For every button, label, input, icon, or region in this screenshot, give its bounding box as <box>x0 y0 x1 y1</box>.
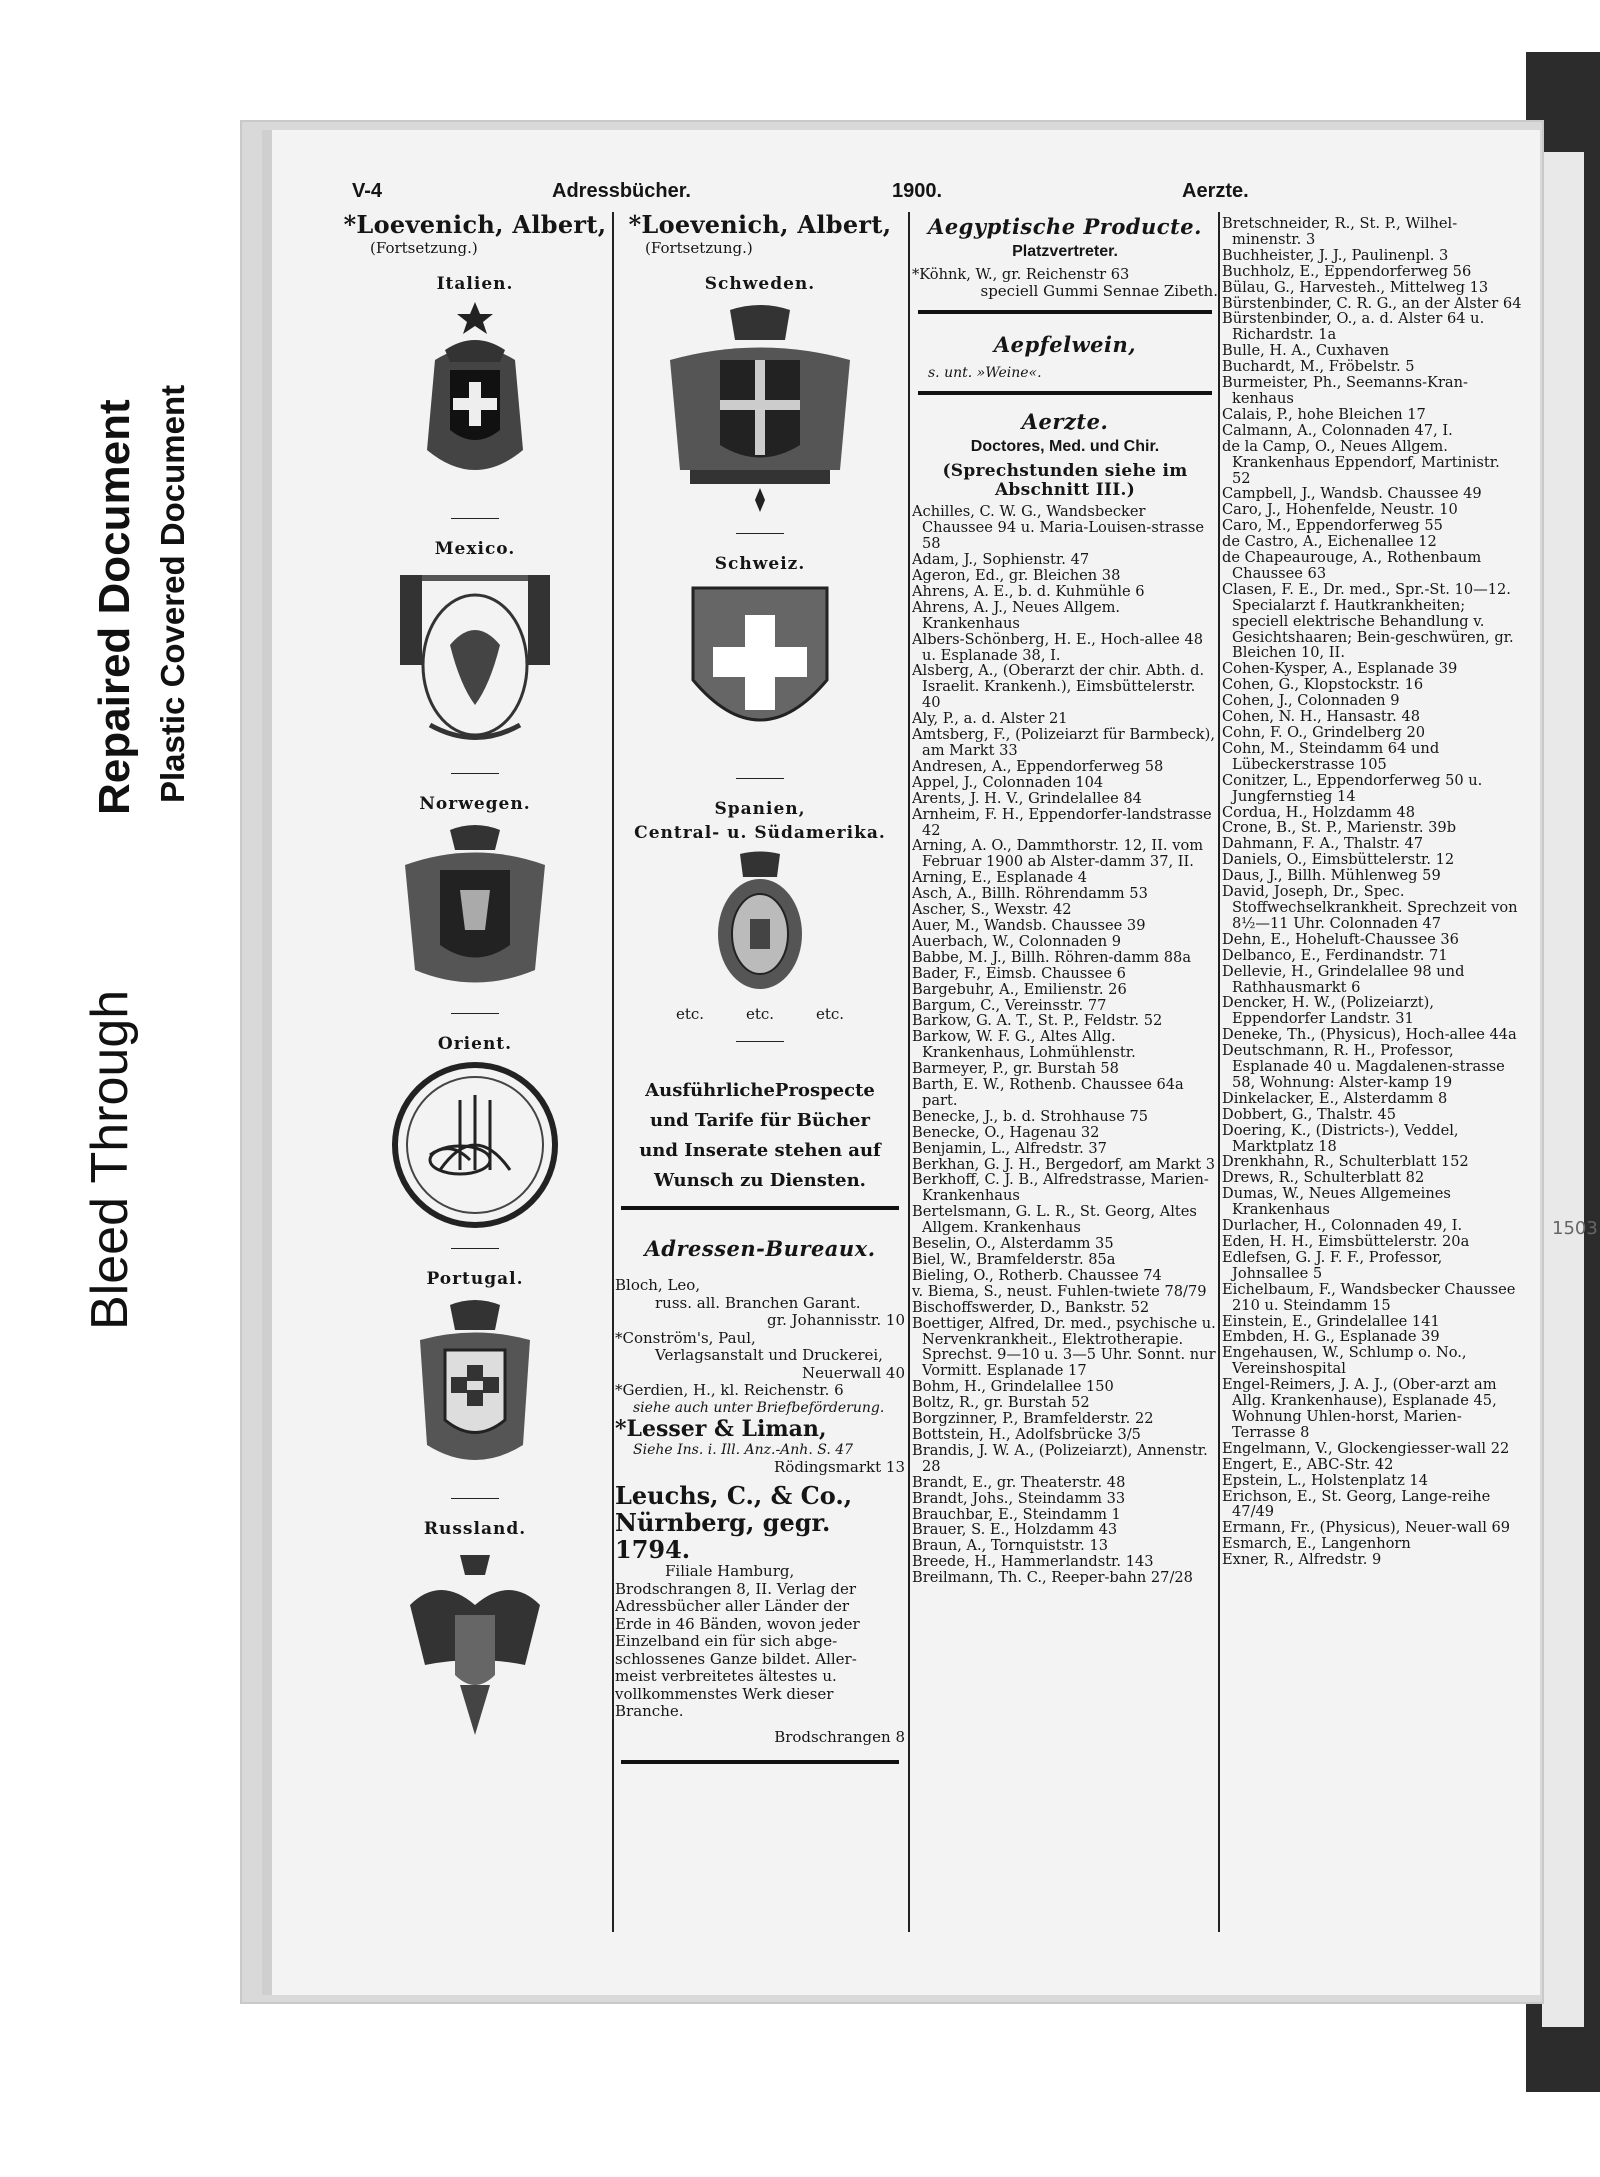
list-item: Boltz, R., gr. Burstah 52 <box>912 1394 1090 1412</box>
list-item: Bertelsmann, G. L. R., St. Georg, Altes Allgem. Krankenhaus <box>912 1203 1197 1237</box>
list-item: Buchholz, E., Eppendorferweg 56 <box>1222 262 1472 280</box>
list-item: Ahrens, A. J., Neues Allgem. Krankenhaus <box>912 598 1121 632</box>
list-item: Alsberg, A., (Oberarzt der chir. Abth. d. Israelit. Krankenh.), Eimsbüttelerstr. 40 <box>912 662 1205 712</box>
list-item: Berkhoff, C. J. B., Alfredstrasse, Marien-Krankenhaus <box>912 1171 1209 1205</box>
country-heading: Schweiz. <box>714 554 806 574</box>
list-item: Deutschmann, R. H., Professor, Esplanade 40 u. Magdalenen-strasse 58, Wohnung: Alster-kamp 19 <box>1222 1042 1505 1091</box>
list-item: Engelmann, V., Glockengiesser-wall 22 <box>1222 1439 1510 1457</box>
list-item: Drenkhahn, R., Schulterblatt 152 <box>1222 1153 1469 1171</box>
section-rule <box>621 1206 899 1210</box>
list-item: Brandt, Johs., Steindamm 33 <box>912 1489 1126 1507</box>
etc-text: etc. <box>815 1005 845 1023</box>
portugal-coat-of-arms-icon <box>405 1295 545 1480</box>
physician-list <box>1222 216 1522 1568</box>
section-title: Adressbücher. <box>552 180 691 202</box>
running-header <box>352 180 1472 212</box>
norway-coat-of-arms-icon <box>395 820 555 995</box>
list-item: Cohn, F. O., Grindelberg 20 <box>1222 724 1426 741</box>
column-listings-2 <box>1222 212 1522 1937</box>
year: 1900. <box>892 180 943 202</box>
section-subheading: Doctores, Med. und Chir. <box>970 438 1160 456</box>
country-heading: Norwegen. <box>419 794 531 814</box>
list-item: Ascher, S., Wexstr. 42 <box>912 901 1072 919</box>
topic-title: Aerzte. <box>1182 180 1249 202</box>
list-item: Amtsberg, F., (Polizeiarzt für Barmbeck), am Markt 33 <box>912 726 1215 759</box>
list-item: Brandt, E., gr. Theaterstr. 48 <box>912 1473 1126 1491</box>
country-heading: Orient. <box>437 1034 513 1054</box>
list-item: Eden, H. H., Eimsbüttelerstr. 20a <box>1222 1233 1470 1250</box>
list-item: Borgzinner, P., Bramfelderstr. 22 <box>912 1410 1154 1428</box>
list-item: Benecke, O., Hagenau 32 <box>912 1123 1100 1141</box>
scan-side-labels <box>40 260 220 1330</box>
separator <box>451 1498 499 1499</box>
etc-row <box>615 1005 905 1023</box>
list-item: Arnheim, F. H., Eppendorfer-landstrasse 42 <box>912 805 1212 839</box>
list-item: Bürstenbinder, O., a. d. Alster 64 u. Richardstr. 1a <box>1222 310 1485 344</box>
list-item: Bülau, G., Harvesteh., Mittelweg 13 <box>1222 278 1489 296</box>
list-item: Arents, J. H. V., Grindelallee 84 <box>912 789 1142 807</box>
advertiser-name: Leuchs, C., & Co., <box>615 1481 853 1510</box>
list-item: Bottstein, H., Adolfsbrücke 3/5 <box>912 1425 1141 1443</box>
separator <box>451 773 499 774</box>
list-item: Burmeister, Ph., Seemanns-Kran-kenhaus <box>1222 374 1468 407</box>
list-item: Arning, A. O., Dammthorstr. 12, II. vom Februar 1900 ab Alster-damm 37, II. <box>912 837 1204 871</box>
list-item: Brandis, J. W. A., (Polizeiarzt), Annenstr. 28 <box>912 1441 1208 1475</box>
promo-line: und Inserate stehen auf <box>639 1140 881 1161</box>
list-item: Edlefsen, G. J. F. F., Professor, Johnsallee 5 <box>1222 1248 1443 1282</box>
list-item: Ageron, Ed., gr. Bleichen 38 <box>912 567 1121 585</box>
list-item: Adam, J., Sophienstr. 47 <box>912 551 1090 569</box>
list-item: Asch, A., Billh. Röhrendamm 53 <box>912 885 1148 903</box>
list-item: Braun, A., Tornquiststr. 13 <box>912 1537 1109 1555</box>
advertiser-name: *Loevenich, Albert, <box>343 212 607 239</box>
list-item: Bischoffswerder, D., Bankstr. 52 <box>912 1298 1150 1316</box>
list-item: Arning, E., Esplanade 4 <box>912 869 1088 887</box>
promo-line: AusführlicheProspecte <box>645 1080 875 1101</box>
column-rule <box>612 212 614 1932</box>
list-item: Doering, K., (Districts-), Veddel, Marktplatz 18 <box>1222 1121 1459 1155</box>
physician-list <box>912 504 1218 1586</box>
country-heading: Mexico. <box>434 539 516 559</box>
list-item: Bürstenbinder, C. R. G., an der Alster 64 <box>1222 294 1522 312</box>
advertiser-subtitle: Nürnberg, gegr. 1794. <box>615 1508 831 1564</box>
list-item: Dinkelacker, E., Alsterdamm 8 <box>1222 1089 1448 1107</box>
advertiser-note: Siehe Ins. i. Ill. Anz.-Anh. S. 47 <box>633 1441 854 1458</box>
etc-text: etc. <box>745 1005 775 1023</box>
sweden-coat-of-arms-icon <box>650 300 870 515</box>
list-item: Bieling, O., Rotherb. Chaussee 74 <box>912 1266 1162 1284</box>
separator <box>451 1248 499 1249</box>
continuation-note: (Fortsetzung.) <box>370 239 478 257</box>
list-item: Delbanco, E., Ferdinandstr. 71 <box>1222 946 1448 964</box>
margin-note: 1503 <box>1552 1218 1598 1239</box>
list-item: Drews, R., Schulterblatt 82 <box>1222 1169 1425 1187</box>
advertiser-name: *Lesser & Liman, <box>615 1415 827 1442</box>
section-heading: Aepfelwein, <box>993 332 1137 358</box>
section-rule <box>918 391 1212 395</box>
list-item: Esmarch, E., Langenhorn <box>1222 1535 1411 1553</box>
list-item: Dehn, E., Hoheluft-Chaussee 36 <box>1222 930 1459 948</box>
list-item: Exner, R., Alfredstr. 9 <box>1222 1551 1382 1569</box>
advertiser-name: *Loevenich, Albert, <box>628 212 892 239</box>
list-item: Breilmann, Th. C., Reeper-bahn 27/28 <box>912 1569 1193 1587</box>
separator <box>736 1041 784 1042</box>
bureau-list <box>615 1277 905 1746</box>
list-item: Dellevie, H., Grindelallee 98 und Rathhausmarkt 6 <box>1222 962 1465 996</box>
list-item: Bargebuhr, A., Emilienstr. 26 <box>912 980 1127 998</box>
list-item: Babbe, M. J., Billh. Röhren-damm 88a <box>912 948 1192 966</box>
list-item: Aly, P., a. d. Alster 21 <box>912 710 1068 728</box>
country-heading: Italien. <box>436 274 514 294</box>
list-item: Dahmann, F. A., Thalstr. 47 <box>1222 835 1424 853</box>
list-item: speciell Gummi Sennae Zibeth. <box>980 281 1218 300</box>
advertiser-text: Brodschrangen 8, II. Verlag der <box>615 1579 856 1598</box>
list-item: Dencker, H. W., (Polizeiarzt), Eppendorfer Landstr. 31 <box>1222 994 1435 1028</box>
list-item: Ermann, Fr., (Physicus), Neuer-wall 69 <box>1222 1519 1511 1537</box>
list-item: Bulle, H. A., Cuxhaven <box>1222 342 1390 360</box>
list-item: Cordua, H., Holzdamm 48 <box>1222 803 1416 821</box>
country-heading: Central- u. Südamerika. <box>634 823 886 843</box>
list-item: Barmeyer, P., gr. Burstah 58 <box>912 1060 1119 1078</box>
switzerland-shield-icon <box>685 580 835 760</box>
section-rule <box>621 1760 899 1764</box>
orient-tughra-icon <box>390 1060 560 1230</box>
list-item: de la Camp, O., Neues Allgem. Krankenhaus Eppendorf, Martinistr. 52 <box>1222 437 1500 487</box>
promo-line: Wunsch zu Diensten. <box>654 1170 866 1191</box>
separator <box>451 1013 499 1014</box>
list-item: Embden, H. G., Esplanade 39 <box>1222 1328 1440 1346</box>
separator <box>736 778 784 779</box>
list-item: Boettiger, Alfred, Dr. med., psychische u. Nervenkrankheit., Elektrotherapie. Sprechst. 9—10 u. 3—5 Uhr. Sonnt. nur Vormitt. Esplanade 17 <box>912 1314 1216 1380</box>
list-item: Brauer, S. E., Holzdamm 43 <box>912 1521 1118 1539</box>
column-listings-1 <box>912 212 1218 1937</box>
advertiser-address: Rödingsmarkt 13 <box>774 1457 905 1476</box>
list-item: Benecke, J., b. d. Strohhause 75 <box>912 1107 1149 1125</box>
list-item: de Castro, A., Eichenallee 12 <box>1222 533 1437 551</box>
list-item: *Köhnk, W., gr. Reichenstr 63 <box>912 266 1130 283</box>
list-item: Bloch, Leo, <box>615 1276 701 1294</box>
column-rule <box>908 212 910 1932</box>
advertiser-text: Einzelband ein für sich abge- <box>615 1632 838 1650</box>
list-item: Brauchbar, E., Steindamm 1 <box>912 1505 1121 1523</box>
spain-coat-of-arms-icon <box>705 849 815 999</box>
mexico-coat-of-arms-icon <box>390 565 560 755</box>
list-item: Epstein, L., Holstenplatz 14 <box>1222 1471 1428 1489</box>
plastic-covered-label: Plastic Covered Document <box>154 384 191 803</box>
country-heading: Spanien, <box>714 799 806 819</box>
cross-reference: s. unt. »Weine«. <box>928 365 1042 382</box>
list-item: Cohen, N. H., Hansastr. 48 <box>1222 708 1421 726</box>
section-note: (Sprechstunden siehe im Abschnitt III.) <box>942 461 1188 501</box>
section-heading: Aegyptische Producte. <box>928 214 1202 239</box>
column-emblems-2 <box>615 212 905 1937</box>
list-item: Calais, P., hohe Bleichen 17 <box>1222 405 1426 423</box>
list-item: Crone, B., St. P., Marienstr. 39b <box>1222 819 1457 837</box>
list-item: Beselin, O., Alsterdamm 35 <box>912 1235 1114 1253</box>
list-item: Dobbert, G., Thalstr. 45 <box>1222 1105 1397 1123</box>
list-item: de Chapeaurouge, A., Rothenbaum Chaussee 63 <box>1222 549 1482 582</box>
advertiser-text: schlossenes Ganze bildet. Aller- <box>615 1649 857 1668</box>
list-item: v. Biema, S., neust. Fuhlen-twiete 78/79 <box>912 1282 1207 1300</box>
section-rule <box>918 310 1212 314</box>
list-item: Neuerwall 40 <box>802 1363 905 1382</box>
list-item: Erichson, E., St. Georg, Lange-reihe 47/49 <box>1222 1487 1491 1521</box>
list-item: Clasen, F. E., Dr. med., Spr.-St. 10—12. Specialarzt f. Hautkrankheiten; speciell elektrische Behandlung v. Gesichtshaaren; Bein-geschwüren, gr. Bleichen 10, II. <box>1222 580 1514 662</box>
list-item: Daus, J., Billh. Mühlenweg 59 <box>1222 867 1441 885</box>
list-item: Daniels, O., Eimsbüttelerstr. 12 <box>1222 851 1455 869</box>
column-emblems-1 <box>340 212 610 1937</box>
bleed-through-label: Bleed Through <box>81 989 139 1330</box>
list-item: Buchardt, M., Fröbelstr. 5 <box>1222 358 1415 376</box>
italy-coat-of-arms-icon <box>405 300 545 500</box>
section-heading: Aerzte. <box>1021 409 1109 435</box>
list-item: Barkow, G. A. T., St. P., Feldstr. 52 <box>912 1012 1163 1030</box>
advertiser-text: Adressbücher aller Länder der <box>615 1597 850 1615</box>
list-item: Einstein, E., Grindelallee 141 <box>1222 1312 1440 1330</box>
list-item: russ. all. Branchen Garant. <box>655 1293 861 1312</box>
section-subheading: Platzvertreter. <box>1012 243 1118 260</box>
section-heading: Adressen-Bureaux. <box>644 1236 876 1261</box>
list-item: Auerbach, W., Colonnaden 9 <box>912 932 1122 950</box>
list-item: Achilles, C. W. G., Wandsbecker Chaussee 94 u. Maria-Louisen-strasse 58 <box>912 503 1205 553</box>
list-item: Dumas, W., Neues Allgemeines Krankenhaus <box>1222 1185 1451 1219</box>
list-item: Barkow, W. F. G., Altes Allg. Krankenhaus, Lohmühlenstr. <box>912 1028 1136 1062</box>
list-item: Ahrens, A. E., b. d. Kuhmühle 6 <box>912 582 1145 600</box>
list-item: Bargum, C., Vereinsstr. 77 <box>912 996 1107 1014</box>
advertiser-address: Brodschrangen 8 <box>774 1727 905 1746</box>
country-heading: Schweden. <box>704 274 816 294</box>
list-item: Verlagsanstalt und Druckerei, <box>655 1346 883 1364</box>
separator <box>736 533 784 534</box>
list-item: Bretschneider, R., St. P., Wilhel-minenstr. 3 <box>1222 215 1458 248</box>
advertiser-text: vollkommenstes Werk dieser <box>615 1684 834 1703</box>
see-also-note: siehe auch unter Briefbeförderung. <box>633 1399 885 1416</box>
list-item: Caro, M., Eppendorferweg 55 <box>1222 517 1443 535</box>
next-page-edge <box>1542 152 1584 2027</box>
list-item: Durlacher, H., Colonnaden 49, I. <box>1222 1217 1463 1235</box>
list-item: Andresen, A., Eppendorferweg 58 <box>912 757 1164 775</box>
list-item: Buchheister, J. J., Paulinenpl. 3 <box>1222 246 1449 264</box>
list-item: Bader, F., Eimsb. Chaussee 6 <box>912 964 1126 982</box>
list-item: Berkhan, G. J. H., Bergedorf, am Markt 3 <box>912 1155 1216 1173</box>
list-item: Cohen-Kysper, A., Esplanade 39 <box>1222 660 1458 678</box>
list-item: gr. Johannisstr. 10 <box>767 1311 905 1329</box>
list-item: *Conström's, Paul, <box>615 1328 756 1347</box>
advertiser-text: Branche. <box>615 1702 684 1720</box>
advertiser-text: Filiale Hamburg, <box>665 1562 795 1580</box>
country-heading: Russland. <box>423 1519 527 1539</box>
separator <box>451 518 499 519</box>
advertiser-text: meist verbreitetes ältestes u. <box>615 1667 837 1685</box>
list-item: Benjamin, L., Alfredstr. 37 <box>912 1139 1107 1157</box>
etc-text: etc. <box>675 1005 705 1023</box>
list-item: Caro, J., Hohenfelde, Neustr. 10 <box>1222 501 1458 519</box>
page-number: V-4 <box>352 180 383 202</box>
repaired-document-label: Repaired Document <box>90 399 139 815</box>
promo-text <box>615 1076 905 1196</box>
list-item: Conitzer, L., Eppendorferweg 50 u. Jungfernstieg 14 <box>1222 771 1483 805</box>
promo-line: und Tarife für Bücher <box>649 1110 870 1131</box>
list-item: Biel, W., Bramfelderstr. 85a <box>912 1251 1116 1268</box>
list-item: Engert, E., ABC-Str. 42 <box>1222 1455 1394 1473</box>
list-item: Breede, H., Hammerlandstr. 143 <box>912 1553 1154 1571</box>
list-item: Engehausen, W., Schlump o. No., Vereinshospital <box>1222 1344 1467 1378</box>
list-item: David, Joseph, Dr., Spec. Stoffwechselkrankheit. Sprechzeit von 8½—11 Uhr. Colonnaden 47 <box>1222 883 1518 932</box>
column-rule <box>1218 212 1220 1932</box>
list-item: Bohm, H., Grindelallee 150 <box>912 1378 1114 1396</box>
list-item: Calmann, A., Colonnaden 47, I. <box>1222 421 1453 439</box>
list-item: Eichelbaum, F., Wandsbecker Chaussee 210 u. Steindamm 15 <box>1222 1280 1516 1314</box>
advertiser-text: Erde in 46 Bänden, wovon jeder <box>615 1614 860 1633</box>
list-item: Cohn, M., Steindamm 64 und Lübeckerstrasse 105 <box>1222 739 1440 773</box>
continuation-note: (Fortsetzung.) <box>645 239 753 257</box>
russia-eagle-icon <box>400 1545 550 1745</box>
list-item: Auer, M., Wandsb. Chaussee 39 <box>912 916 1146 934</box>
list-item: *Gerdien, H., kl. Reichenstr. 6 <box>615 1381 844 1399</box>
list-item: Engel-Reimers, J. A. J., (Ober-arzt am Allg. Krankenhause), Esplanade 45, Wohnung Uhlen-horst, Marien-Terrasse 8 <box>1222 1376 1497 1441</box>
list-item: Barth, E. W., Rothenb. Chaussee 64a part. <box>912 1076 1184 1109</box>
list-item: Cohen, J., Colonnaden 9 <box>1222 692 1400 710</box>
list-item: Appel, J., Colonnaden 104 <box>912 773 1104 791</box>
list-item: Deneke, Th., (Physicus), Hoch-allee 44a <box>1222 1026 1517 1044</box>
list-item: Albers-Schönberg, H. E., Hoch-allee 48 u. Esplanade 38, I. <box>912 630 1204 664</box>
list-item: Cohen, G., Klopstockstr. 16 <box>1222 676 1424 694</box>
list-item: Campbell, J., Wandsb. Chaussee 49 <box>1222 485 1482 503</box>
country-heading: Portugal. <box>426 1269 524 1289</box>
